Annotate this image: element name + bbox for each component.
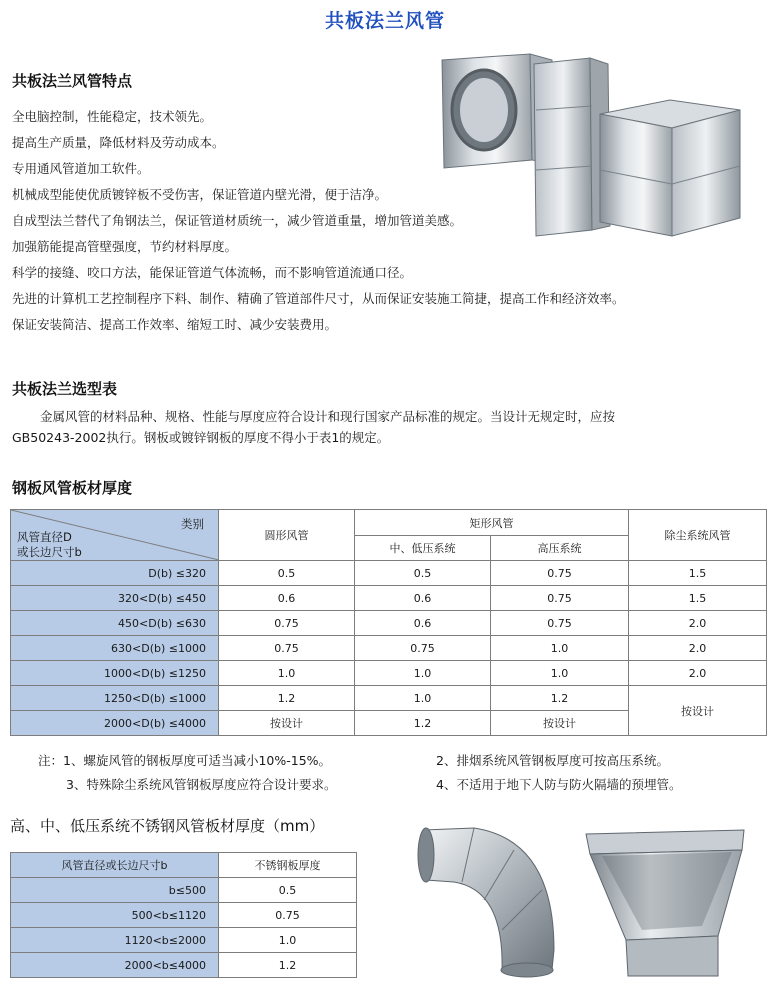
cell-mid-low: 1.0 [355, 686, 491, 711]
cell-dust-merged: 按设计 [629, 686, 767, 736]
table-row [11, 953, 357, 978]
feature-item: 提高生产质量，降低材料及劳动成本。 [12, 135, 225, 150]
row-label: 1250<D(b) ≤1000 [11, 686, 219, 711]
row-label: D(b) ≤320 [11, 561, 219, 586]
note-2: 2、排烟系统风管钢板厚度可按高压系统。 [436, 753, 669, 768]
stainless-table-heading: 高、中、低压系统不锈钢风管板材厚度（mm） [10, 817, 325, 835]
col-header-rect: 矩形风管 [355, 510, 629, 536]
table-row [11, 586, 767, 611]
row-label: 320<D(b) ≤450 [11, 586, 219, 611]
feature-item: 专用通风管道加工软件。 [12, 161, 150, 176]
cell-round: 0.6 [219, 586, 355, 611]
cell-thickness: 0.75 [219, 903, 357, 928]
cell-thickness: 1.2 [219, 953, 357, 978]
cell-mid-low: 1.0 [355, 661, 491, 686]
selection-heading: 共板法兰选型表 [12, 380, 118, 398]
cell-thickness: 1.0 [219, 928, 357, 953]
row-label: 630<D(b) ≤1000 [11, 636, 219, 661]
col-header-high: 高压系统 [491, 536, 629, 561]
page-title: 共板法兰风管 [324, 10, 445, 32]
col-header-dust: 除尘系统风管 [629, 510, 767, 561]
corner-size-label [17, 530, 82, 560]
cell-dust: 2.0 [629, 611, 767, 636]
cell-high: 0.75 [491, 561, 629, 586]
stainless-thickness-table [10, 852, 357, 978]
table-corner-header [11, 510, 219, 561]
feature-item: 全电脑控制，性能稳定，技术领先。 [12, 109, 213, 124]
feature-item: 机械成型能使优质镀锌板不受伤害，保证管道内壁光滑，便于洁净。 [12, 187, 388, 202]
cell-mid-low: 0.6 [355, 586, 491, 611]
cell-high: 1.0 [491, 661, 629, 686]
cell-round: 0.75 [219, 636, 355, 661]
cell-dust: 2.0 [629, 661, 767, 686]
note-1: 注：1、螺旋风管的钢板厚度可适当减小10%-15%。 [38, 753, 332, 768]
cell-mid-low: 1.2 [355, 711, 491, 736]
row-label: 1120<b≤2000 [11, 928, 219, 953]
col-header-round: 圆形风管 [219, 510, 355, 561]
row-label: 450<D(b) ≤630 [11, 611, 219, 636]
cell-high: 0.75 [491, 586, 629, 611]
table-row [11, 661, 767, 686]
corner-category-label: 类别 [181, 517, 204, 531]
row-label: 1000<D(b) ≤1250 [11, 661, 219, 686]
steel-table-heading: 钢板风管板材厚度 [12, 479, 133, 497]
note-4: 4、不适用于地下人防与防火隔墙的预埋管。 [436, 777, 682, 792]
cell-dust: 2.0 [629, 636, 767, 661]
col-header-mid-low: 中、低压系统 [355, 536, 491, 561]
selection-line-1: 金属风管的材料品种、规格、性能与厚度应符合设计和现行国家产品标准的规定。当设计无规定时，应按 [40, 409, 616, 424]
row-label: b≤500 [11, 878, 219, 903]
cell-high: 1.2 [491, 686, 629, 711]
cell-high: 按设计 [491, 711, 629, 736]
row-label: 500<b≤1120 [11, 903, 219, 928]
steel-thickness-table [10, 509, 767, 736]
cell-high: 0.75 [491, 611, 629, 636]
table-row [11, 611, 767, 636]
cell-dust: 1.5 [629, 561, 767, 586]
cell-round: 1.2 [219, 686, 355, 711]
elbow-duct-image [414, 820, 564, 980]
table-row [11, 561, 767, 586]
transition-duct-image [582, 826, 752, 980]
row-label: 2000<b≤4000 [11, 953, 219, 978]
selection-paragraph [12, 406, 732, 448]
feature-item: 先进的计算机工艺控制程序下料、制作、精确了管道部件尺寸，从而保证安装施工简捷，提高工作和经济效率。 [12, 291, 625, 306]
corner-size-line-2: 或长边尺寸b [17, 545, 82, 559]
cell-dust: 1.5 [629, 586, 767, 611]
features-heading: 共板法兰风管特点 [12, 72, 133, 90]
feature-item: 加强筋能提高管壁强度，节约材料厚度。 [12, 239, 238, 254]
selection-line-2: GB50243-2002执行。钢板或镀锌钢板的厚度不得小于表1的规定。 [12, 430, 390, 445]
cell-thickness: 0.5 [219, 878, 357, 903]
row-label: 2000<D(b) ≤4000 [11, 711, 219, 736]
cell-round: 0.75 [219, 611, 355, 636]
col-header-size: 风管直径或长边尺寸b [11, 853, 219, 878]
cell-mid-low: 0.6 [355, 611, 491, 636]
note-3: 3、特殊除尘系统风管钢板厚度应符合设计要求。 [66, 777, 337, 792]
feature-item: 科学的接缝、咬口方法，能保证管道气体流畅，而不影响管道流通口径。 [12, 265, 413, 280]
cell-round: 0.5 [219, 561, 355, 586]
cell-round: 1.0 [219, 661, 355, 686]
cell-high: 1.0 [491, 636, 629, 661]
corner-size-line-1: 风管直径D [17, 530, 72, 544]
feature-item: 保证安装简洁、提高工作效率、缩短工时、减少安装费用。 [12, 317, 338, 332]
cell-round: 按设计 [219, 711, 355, 736]
table-row [11, 878, 357, 903]
table-row [11, 903, 357, 928]
cell-mid-low: 0.5 [355, 561, 491, 586]
feature-item: 自成型法兰替代了角钢法兰，保证管道材质统一，减少管道重量，增加管道美感。 [12, 213, 463, 228]
col-header-thickness: 不锈钢板厚度 [219, 853, 357, 878]
table-row [11, 636, 767, 661]
table-row [11, 928, 357, 953]
cell-mid-low: 0.75 [355, 636, 491, 661]
features-list [12, 104, 625, 338]
table-row [11, 686, 767, 711]
